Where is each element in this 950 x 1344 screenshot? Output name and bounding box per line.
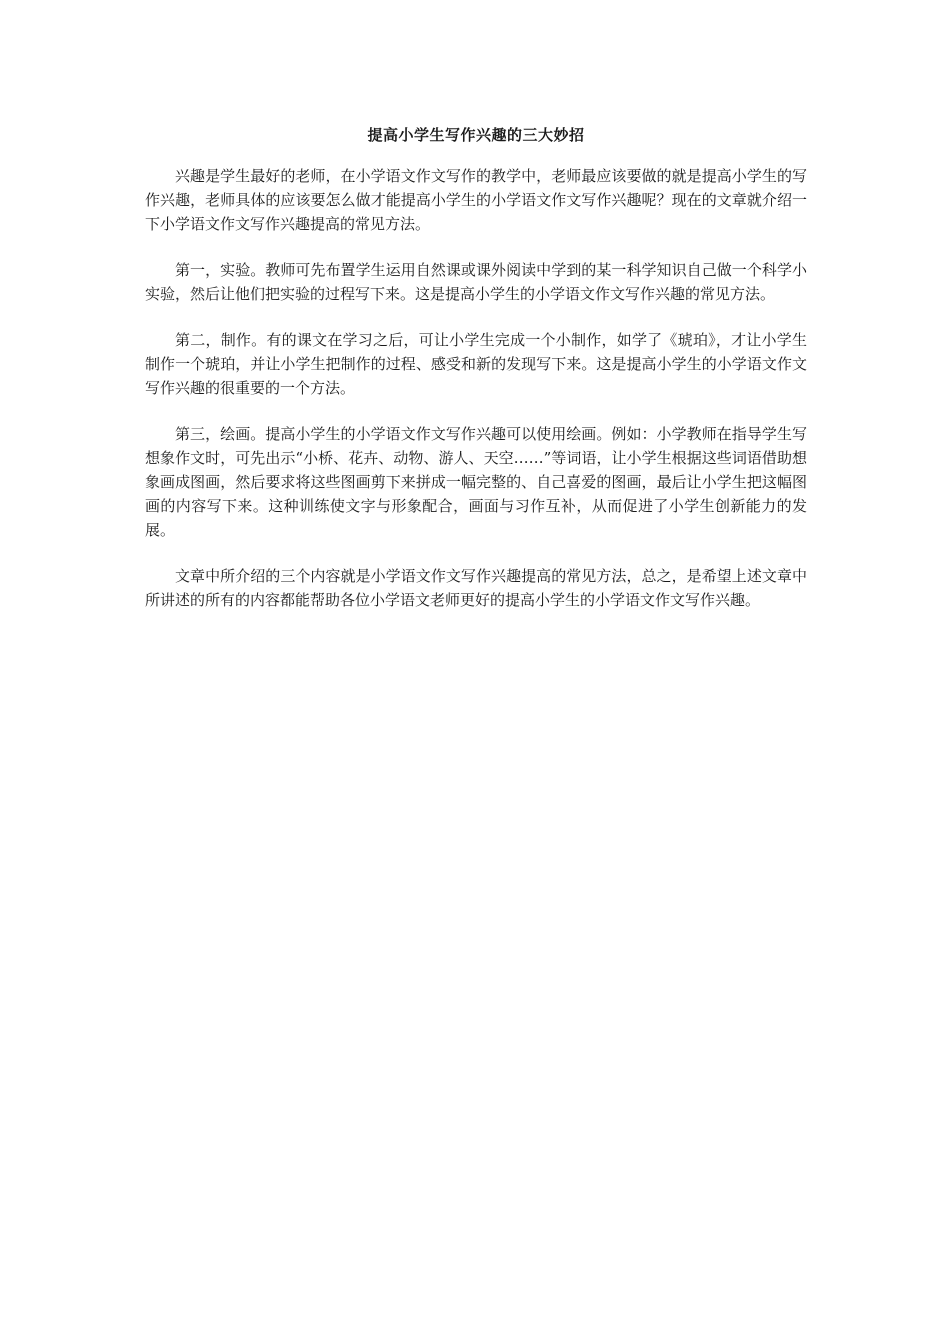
- paragraph-crafting: 第二，制作。有的课文在学习之后，可让小学生完成一个小制作，如学了《琥珀》，才让小学生制作一个琥珀，并让小学生把制作的过程、感受和新的发现写下来。这是提高小学生的小学语文作文写作兴趣的很重要的一个方法。: [145, 331, 807, 397]
- document-body: [145, 124, 807, 634]
- paragraph-intro: 兴趣是学生最好的老师，在小学语文作文写作的教学中，老师最应该要做的就是提高小学生的写作兴趣，老师具体的应该要怎么做才能提高小学生的小学语文作文写作兴趣呢？现在的文章就介绍一下小学语文作文写作兴趣提高的常见方法。: [145, 167, 807, 233]
- paragraph-drawing: 第三，绘画。提高小学生的小学语文作文写作兴趣可以使用绘画。例如：小学教师在指导学生写想象作文时，可先出示“小桥、花卉、动物、游人、天空……”等词语，让小学生根据这些词语借助想象画成图画，然后要求将这些图画剪下来拼成一幅完整的、自己喜爱的图画，最后让小学生把这幅图画的内容写下来。这种训练使文字与形象配合，画面与习作互补，从而促进了小学生创新能力的发展。: [145, 425, 807, 539]
- paragraph-conclusion: 文章中所介绍的三个内容就是小学语文作文写作兴趣提高的常见方法，总之，是希望上述文章中所讲述的所有的内容都能帮助各位小学语文老师更好的提高小学生的小学语文作文写作兴趣。: [145, 567, 807, 609]
- paragraph-experiment: 第一，实验。教师可先布置学生运用自然课或课外阅读中学到的某一科学知识自己做一个科学小实验，然后让他们把实验的过程写下来。这是提高小学生的小学语文作文写作兴趣的常见方法。: [145, 261, 807, 303]
- document-title: 提高小学生写作兴趣的三大妙招: [367, 126, 585, 144]
